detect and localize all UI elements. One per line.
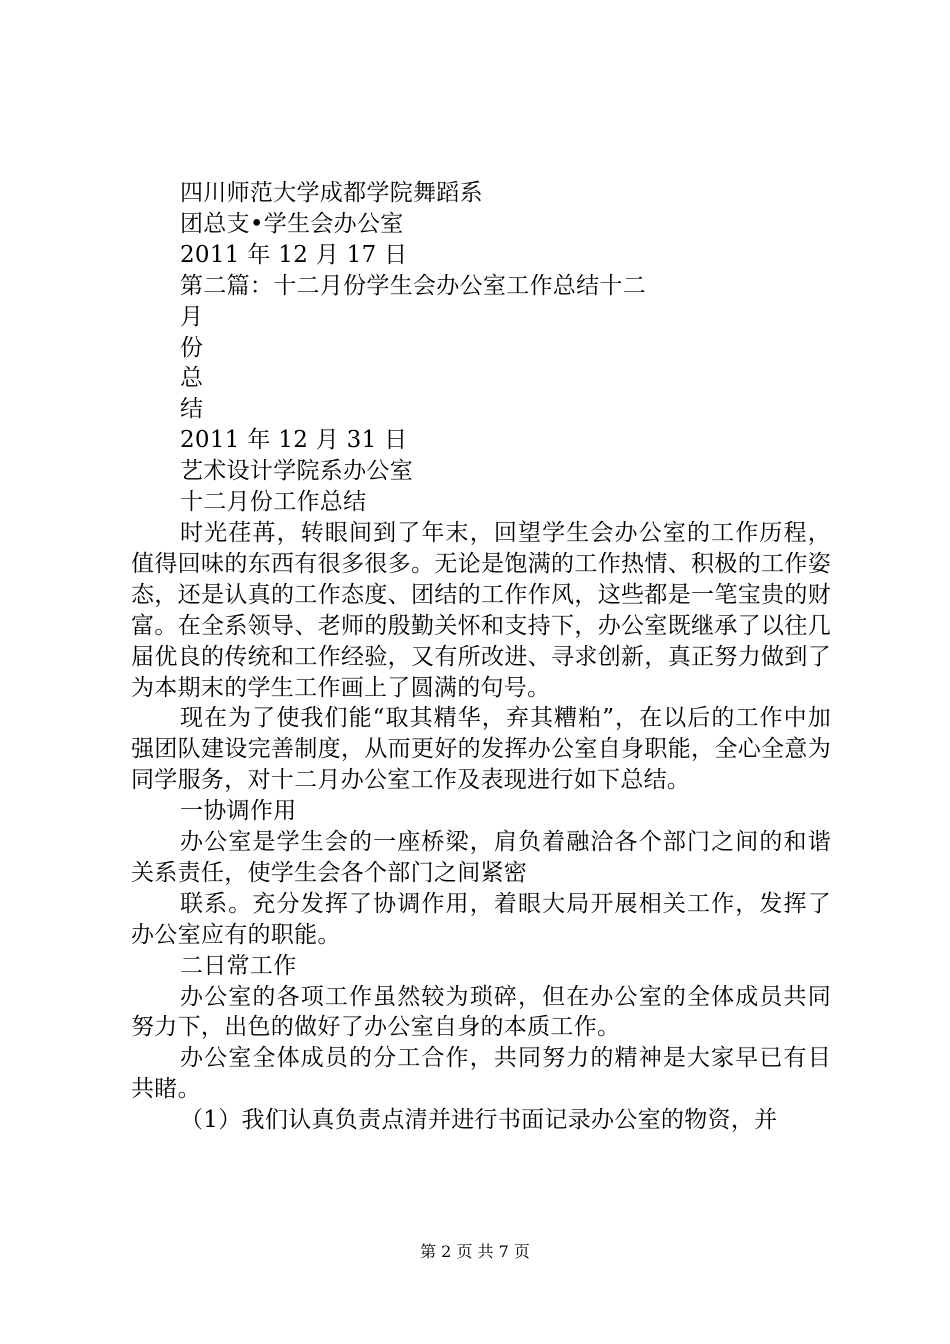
page-footer: 第 2 页 共 7 页: [420, 1242, 530, 1261]
article-subtitle: 十二月份工作总结: [180, 489, 367, 516]
vertical-char: 月: [180, 303, 204, 330]
date-line: 2011 年 12 月 17 日: [180, 241, 408, 268]
document-body: [131, 178, 831, 1136]
vertical-char: 总: [180, 365, 204, 392]
paragraph: 办公室是学生会的一座桥梁，肩负着融洽各个部门之间的和谐关系责任，使学生会各个部门之间紧密: [131, 829, 831, 886]
vertical-char: 结: [180, 396, 204, 423]
article-office: 艺术设计学院系办公室: [180, 458, 413, 485]
paragraph: 联系。充分发挥了协调作用，着眼大局开展相关工作，发挥了办公室应有的职能。: [131, 890, 831, 948]
article-title: 第二篇：十二月份学生会办公室工作总结十二: [180, 272, 646, 299]
paragraph: 办公室的各项工作虽然较为琐碎，但在办公室的全体成员共同努力下，出色的做好了办公室自身的本质工作。: [131, 983, 831, 1041]
paragraph: （1）我们认真负责点清并进行书面记录办公室的物资，并: [180, 1107, 778, 1134]
article-date: 2011 年 12 月 31 日: [180, 427, 408, 454]
school-name: 四川师范大学成都学院舞蹈系: [180, 180, 483, 206]
section-heading: 一协调作用: [180, 798, 297, 825]
paragraph-purpose: 现在为了使我们能“取其精华，弃其糟粕”，在以后的工作中加强团队建设完善制度，从而更好的发挥办公室自身职能，全心全意为同学服务，对十二月办公室工作及表现进行如下总结。: [131, 705, 831, 794]
section-heading: 二日常工作: [180, 952, 297, 979]
paragraph-intro: 时光荏苒，转眼间到了年末，回望学生会办公室的工作历程，值得回味的东西有很多很多。无论是饱满的工作热情、积极的工作姿态，还是认真的工作态度、团结的工作作风，这些都是一笔宝贵的财富。在全系领导、老师的殷勤关怀和支持下，办公室既继承了以往几届优良的传统和工作经验，又有所改进、寻求创新，真正努力做到了为本期末的学生工作画上了圆满的句号。: [131, 519, 831, 701]
office-name: 团总支•学生会办公室: [180, 210, 404, 237]
vertical-char: 份: [180, 334, 204, 361]
paragraph: 办公室全体成员的分工合作，共同努力的精神是大家早已有目共睹。: [131, 1045, 831, 1103]
